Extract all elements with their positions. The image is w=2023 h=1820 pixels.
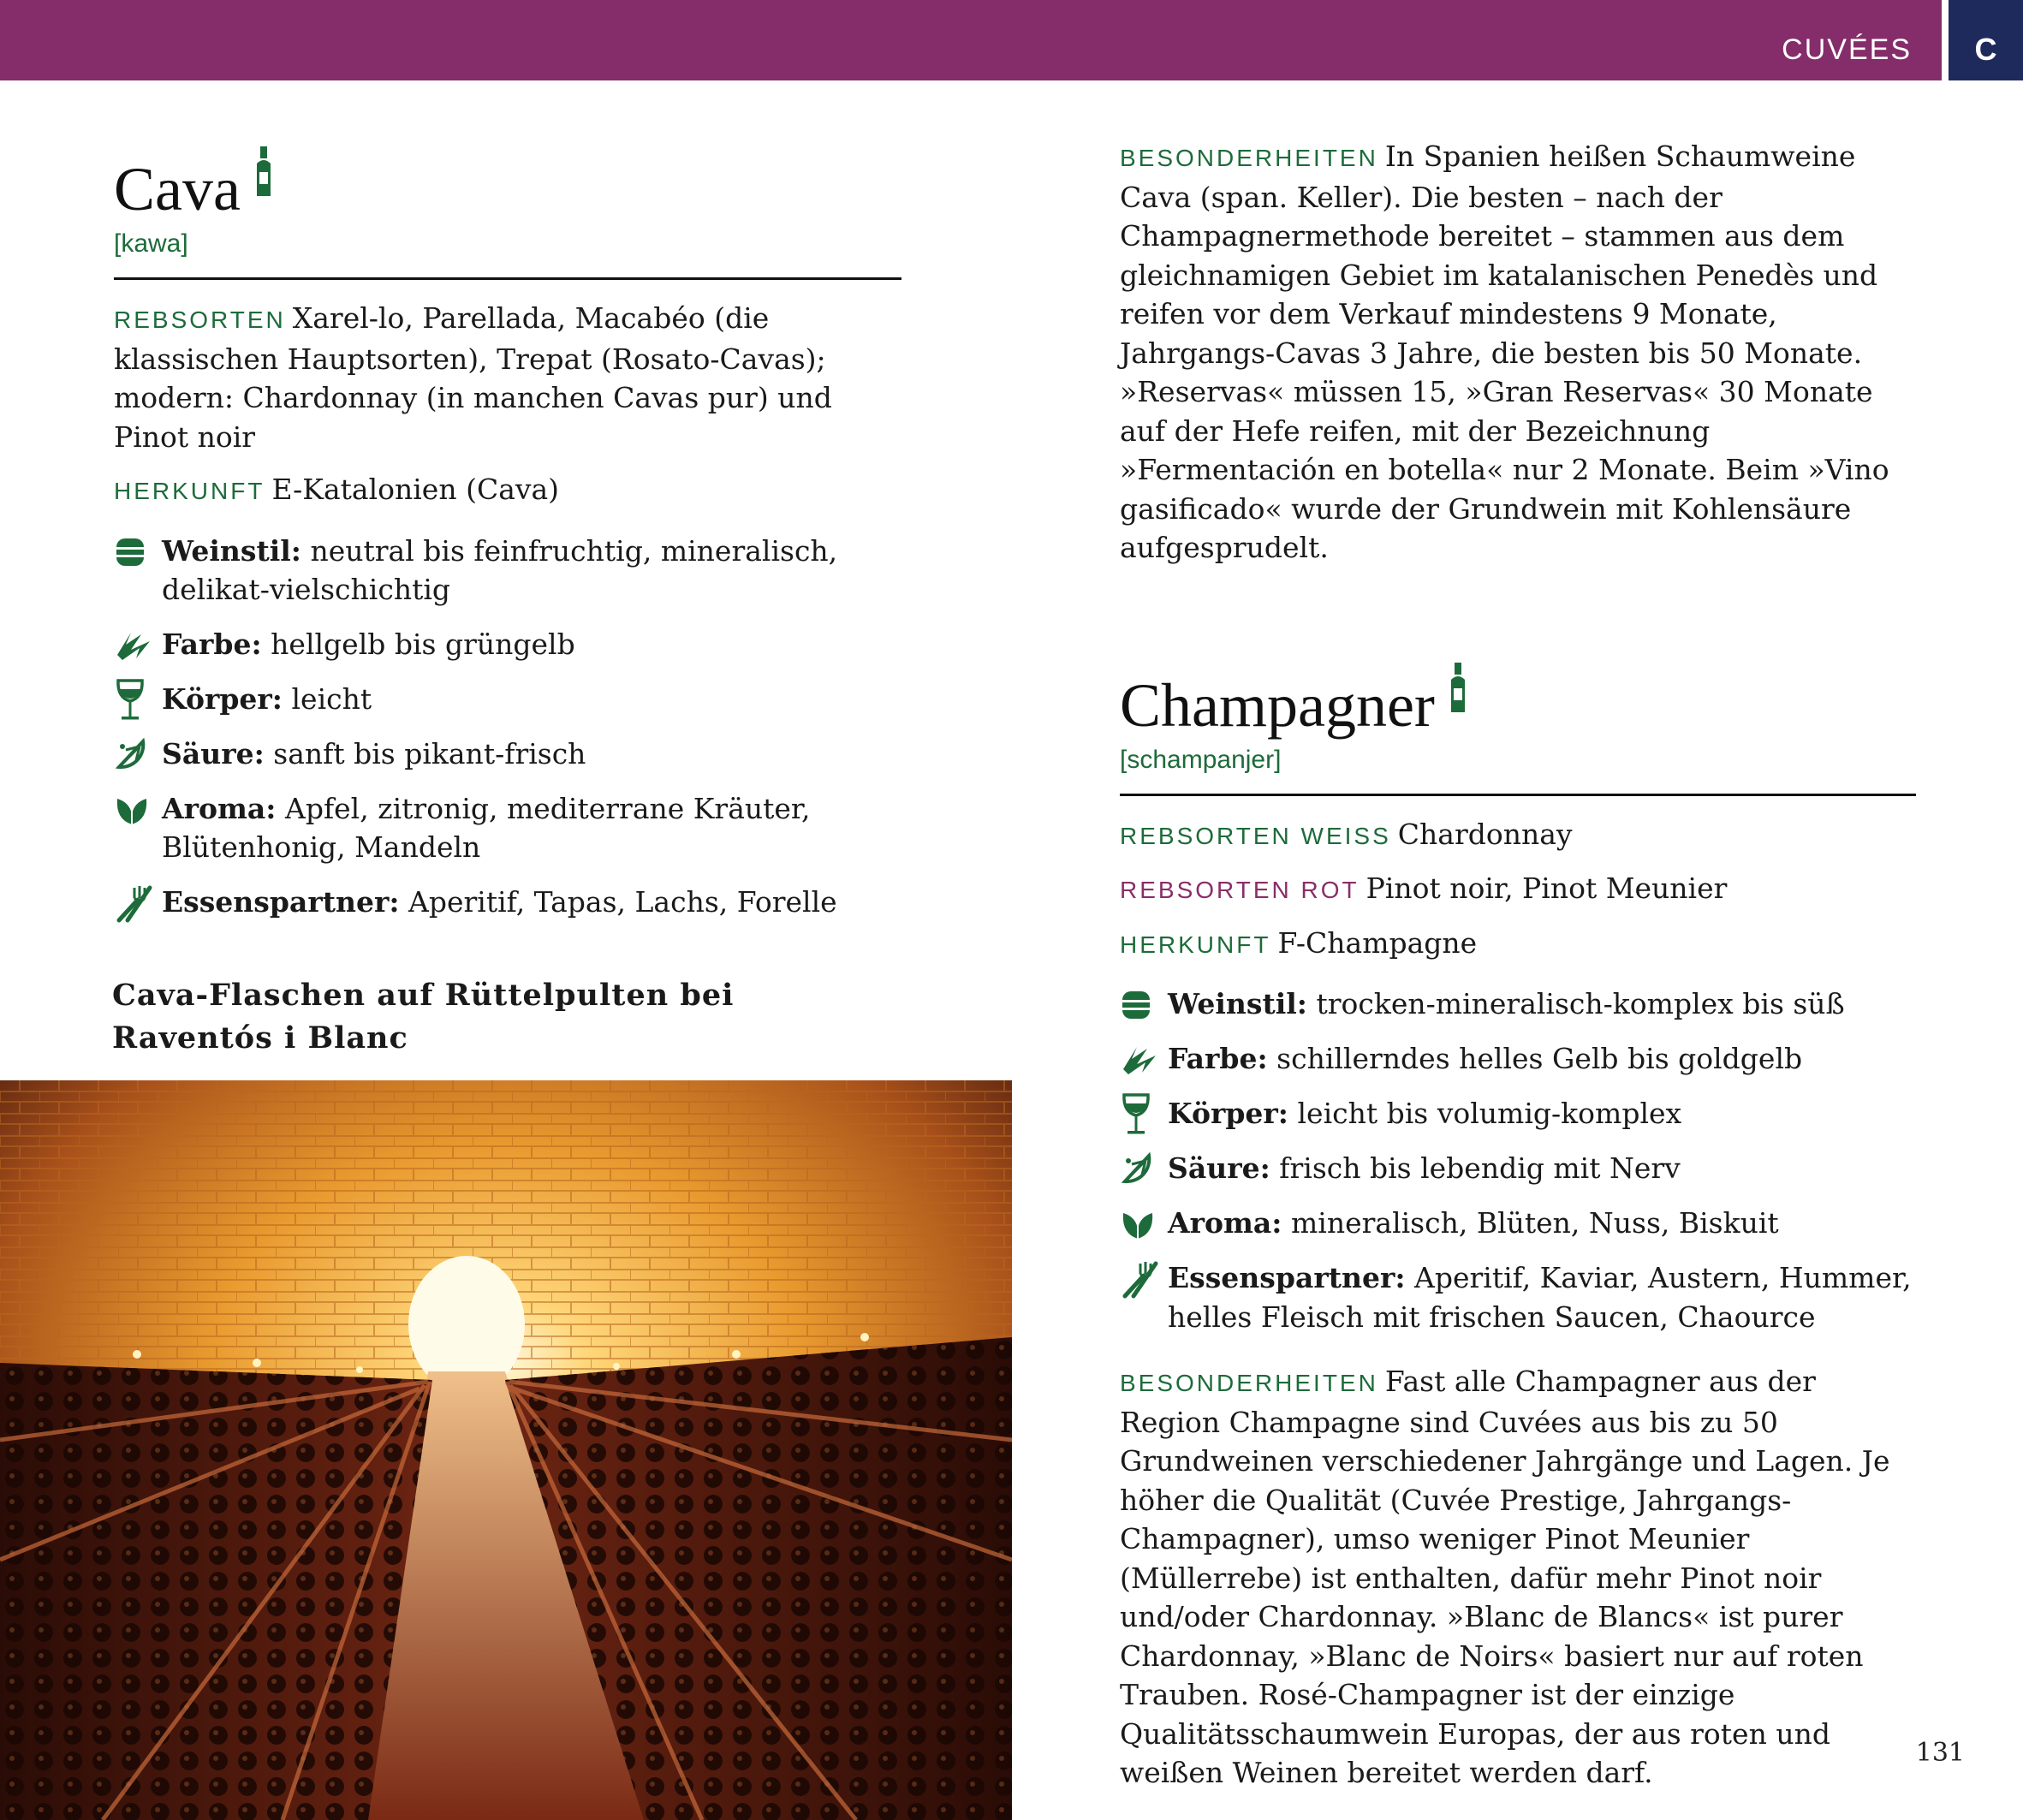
photo-caption (112, 974, 763, 1060)
property-item (1120, 1149, 1916, 1188)
pronunciation: [kawa] (114, 229, 188, 258)
property-label: Farbe: (1168, 1042, 1268, 1075)
cellar-photo (0, 1080, 1012, 1820)
field-rebsorten (114, 299, 901, 456)
leaf-icon (114, 789, 162, 829)
property-item (114, 735, 901, 774)
property-value: frisch bis lebendig mit Nerv (1279, 1151, 1681, 1185)
property-value: neutral bis feinfruchtig, mineralisch, delikat-vielschichtig (162, 533, 838, 606)
property-label: Essenspartner: (162, 884, 400, 919)
lemon-slice-icon (1120, 1149, 1168, 1188)
property-label: Säure: (1168, 1151, 1270, 1185)
property-value: Apfel, zitronig, mediterrane Kräuter, Blütenhonig, Mandeln (162, 791, 811, 864)
divider (1120, 794, 1916, 796)
property-value: sanft bis pikant-frisch (273, 736, 586, 770)
field-label: REBSORTEN WEISS (1120, 822, 1391, 849)
wine-glass-icon (114, 680, 162, 719)
caption-line: Cava-Flaschen auf Rüttelpulten bei (112, 978, 735, 1013)
property-value: leicht bis volumig-komplex (1297, 1097, 1682, 1130)
entry-title-text: Champagner (1120, 670, 1435, 740)
property-item (1120, 1039, 1916, 1079)
field-label: BESONDERHEITEN (1120, 145, 1378, 171)
barrel-icon (1120, 984, 1168, 1024)
field-value: Xarel-lo, Parellada, Macabéo (die klassischen Hauptsorten), Trepat (Rosato-Cavas); modern: Chardonnay (in manchen Cavas pur) und Pinot noir (114, 301, 832, 454)
field-label: REBSORTEN ROT (1120, 877, 1360, 903)
pronunciation: [schampanjer] (1120, 745, 1282, 774)
header-bar (0, 0, 2023, 80)
bottle-icon (1449, 653, 1467, 730)
property-label: Farbe: (162, 627, 262, 661)
wine-glass-icon (1120, 1094, 1168, 1133)
property-item (1120, 1258, 1916, 1336)
property-list (114, 532, 901, 922)
property-label: Essenspartner: (1168, 1261, 1406, 1294)
property-label: Körper: (1168, 1097, 1288, 1130)
field-value: F-Champagne (1277, 925, 1478, 960)
property-value: Aperitif, Tapas, Lachs, Forelle (408, 884, 837, 919)
divider (114, 277, 901, 280)
property-value: schillerndes helles Gelb bis goldgelb (1276, 1042, 1803, 1075)
property-label: Weinstil: (1168, 987, 1307, 1020)
property-item (114, 532, 901, 610)
leaf-icon (1120, 1204, 1168, 1243)
property-item (1120, 1094, 1916, 1133)
fork-knife-icon (1120, 1258, 1168, 1298)
bottle-icon (254, 137, 273, 214)
property-value: Aperitif, Kaviar, Austern, Hummer, helles Fleisch mit frischen Saucen, Chaource (1168, 1261, 1912, 1334)
barrel-icon (114, 532, 162, 571)
field-value: Chardonnay (1397, 817, 1573, 851)
property-item (114, 789, 901, 867)
field-value: In Spanien heißen Schaumweine Cava (span. Keller). Die besten – nach der Champagnermethode bereitet – stammen aus dem gleichnamigen Gebiet im katalanischen Penedès und reifen vor dem Verkauf mindestens 9 Monate, Jahrgangs-Cavas 3 Jahre, die besten bis 50 Monate. »Reservas« müssen 15, »Gran Reservas« 30 Monate auf der Hefe reifen, mit der Bezeichnung »Fermentación en botella« nur 2 Monate. Beim »Vino gasificado« wurde der Grundwein mit Kohlensäure aufgesprudelt. (1120, 140, 1889, 564)
property-label: Weinstil: (162, 533, 301, 568)
field-label: BESONDERHEITEN (1120, 1370, 1378, 1396)
caption-line: Raventós i Blanc (112, 1020, 408, 1056)
color-brush-icon (114, 625, 162, 664)
field-rebsorten-weiss (1120, 815, 1916, 856)
field-value: E-Katalonien (Cava) (271, 473, 560, 506)
page-number: 131 (1915, 1738, 1965, 1768)
section-title: CUVÉES (1782, 33, 1912, 66)
field-label: REBSORTEN (114, 306, 286, 333)
property-label: Aroma: (162, 791, 277, 825)
field-rebsorten-rot (1120, 869, 1916, 910)
property-list (1120, 984, 1916, 1336)
property-item (114, 625, 901, 664)
fork-knife-icon (114, 883, 162, 922)
letter-tab[interactable]: C (1942, 0, 2023, 80)
field-herkunft (114, 470, 901, 511)
entry-title-text: Cava (114, 155, 241, 223)
field-herkunft (1120, 924, 1916, 965)
property-value: hellgelb bis grüngelb (271, 627, 575, 661)
property-item (114, 680, 901, 719)
right-column (1120, 137, 1916, 1806)
color-brush-icon (1120, 1039, 1168, 1079)
field-label: HERKUNFT (1120, 931, 1271, 958)
property-value: mineralisch, Blüten, Nuss, Biskuit (1290, 1206, 1779, 1240)
property-label: Aroma: (1168, 1206, 1282, 1240)
property-label: Säure: (162, 736, 265, 770)
field-besonderheiten (1120, 137, 1916, 568)
field-value: Pinot noir, Pinot Meunier (1366, 871, 1728, 905)
property-item (1120, 1204, 1916, 1243)
property-item (1120, 984, 1916, 1024)
property-value: trocken-mineralisch-komplex bis süß (1316, 987, 1845, 1020)
entry-title (114, 137, 901, 228)
lemon-slice-icon (114, 735, 162, 774)
property-value: leicht (291, 681, 372, 716)
field-value: Fast alle Champagner aus der Region Champagne sind Cuvées aus bis zu 50 Grundweinen verschiedener Jahrgänge und Lagen. Je höher die Qualität (Cuvée Prestige, Jahrgangs-Champagner), umso weniger Pinot Meunier (Müllerrebe) ist enthalten, dafür mehr Pinot noir und/oder Chardonnay. »Blanc de Blancs« ist purer Chardonnay, »Blanc de Noirs« basiert nur auf roten Trauben. Rosé-Champagner ist der einzige Qualitätsschaumwein Europas, der aus roten und weißen Weinen bereitet werden darf. (1120, 1365, 1890, 1789)
entry-cava (114, 137, 901, 937)
entry-title (1120, 653, 1916, 744)
property-label: Körper: (162, 681, 283, 716)
property-item (114, 883, 901, 922)
field-label: HERKUNFT (114, 478, 265, 504)
field-besonderheiten (1120, 1362, 1916, 1793)
